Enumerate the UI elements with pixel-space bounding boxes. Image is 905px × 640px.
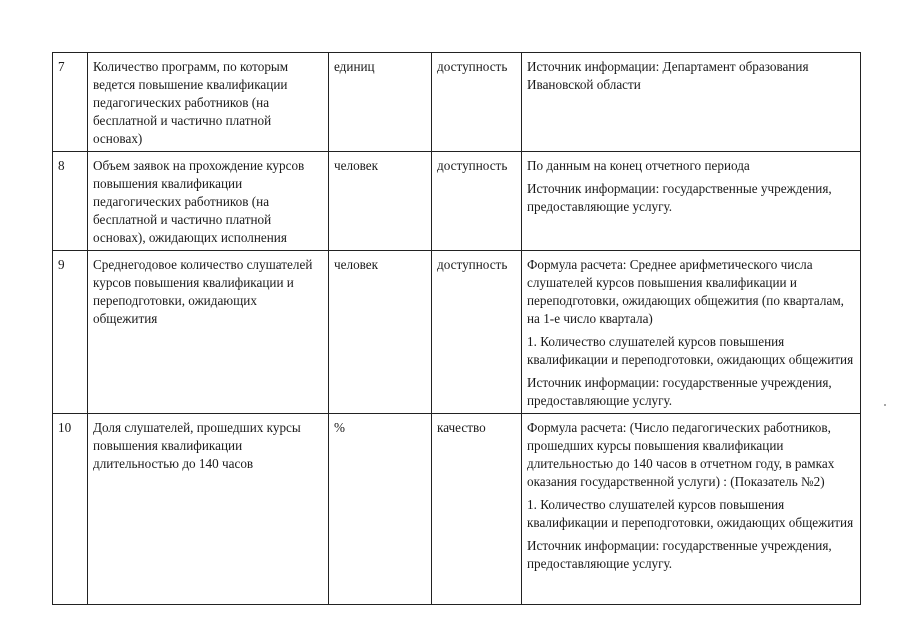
- unit-of-measure: человек: [329, 251, 432, 414]
- calculation-description: [522, 414, 861, 605]
- row-number: 8: [53, 152, 88, 251]
- description-paragraph: По данным на конец отчетного периода: [527, 158, 750, 173]
- indicator-name: Среднегодовое количество слушателей курсов повышения квалификации и переподготовки, ожидающих общежития: [88, 251, 329, 414]
- unit-of-measure: единиц: [329, 53, 432, 152]
- indicator-type: доступность: [432, 152, 522, 251]
- unit-of-measure: %: [329, 414, 432, 605]
- table-row-7: [53, 53, 861, 152]
- description-paragraph: Формула расчета: Среднее арифметического числа слушателей курсов повышения квалификации и переподготовки, ожидающих общежития (по кварталам, на 1-е число квартала): [527, 257, 844, 326]
- calculation-description: [522, 152, 861, 251]
- indicator-name: Количество программ, по которым ведется повышение квалификации педагогических работников (на бесплатной и частично платной основах): [88, 53, 329, 152]
- row-number: 10: [53, 414, 88, 605]
- scan-artifact: [884, 404, 886, 406]
- indicator-name: Объем заявок на прохождение курсов повышения квалификации педагогических работников (на бесплатной и частично платной основах), ожидающих исполнения: [88, 152, 329, 251]
- table-row-10: [53, 414, 861, 605]
- indicator-type: качество: [432, 414, 522, 605]
- unit-of-measure: человек: [329, 152, 432, 251]
- calculation-description: [522, 251, 861, 414]
- indicator-type: доступность: [432, 53, 522, 152]
- description-paragraph: 1. Количество слушателей курсов повышения квалификации и переподготовки, ожидающих общежития: [527, 334, 854, 367]
- indicators-table: [52, 52, 861, 605]
- indicator-type: доступность: [432, 251, 522, 414]
- description-paragraph: 1. Количество слушателей курсов повышения квалификации и переподготовки, ожидающих общежития: [527, 497, 854, 530]
- description-paragraph: Источник информации: государственные учреждения, предоставляющие услугу.: [527, 538, 832, 571]
- row-number: 9: [53, 251, 88, 414]
- description-paragraph: Формула расчета: (Число педагогических работников, прошедших курсы повышения квалификации длительностью до 140 часов в отчетном году, в рамках оказания государственной услуги) : (Показатель №2): [527, 420, 835, 489]
- row-number: 7: [53, 53, 88, 152]
- description-paragraph: Источник информации: Департамент образования Ивановской области: [527, 59, 809, 92]
- description-paragraph: Источник информации: государственные учреждения, предоставляющие услугу.: [527, 375, 832, 408]
- table-row-8: [53, 152, 861, 251]
- description-paragraph: Источник информации: государственные учреждения, предоставляющие услугу.: [527, 181, 832, 214]
- calculation-description: [522, 53, 861, 152]
- indicator-name: Доля слушателей, прошедших курсы повышения квалификации длительностью до 140 часов: [88, 414, 329, 605]
- table-row-9: [53, 251, 861, 414]
